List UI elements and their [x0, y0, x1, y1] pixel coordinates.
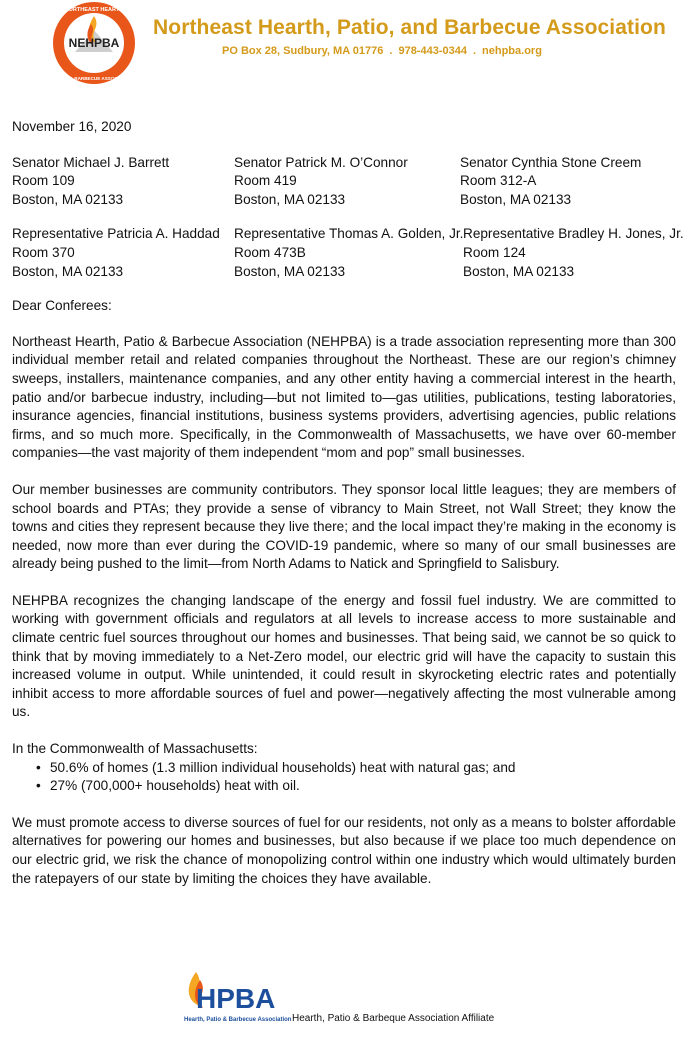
recipient-address	[234, 154, 460, 210]
phone-number[interactable]: 978-443-0344	[398, 45, 467, 57]
hpba-wordmark: HPBA	[196, 983, 276, 1014]
list-item	[12, 777, 676, 796]
list-item-text: 27% (700,000+ households) heat with oil.	[50, 778, 300, 794]
statistics-list	[12, 759, 676, 796]
recipients-row-representatives	[12, 225, 684, 281]
paragraph-closing: We must promote access to diverse sources of fuel for our residents, not only as a means to bolster affordable alternatives for powering our homes and businesses, but also because if we place too much dependence on our electric grid, we risk the chance of monopolizing control within one industry which would ultimately burden the ratepayers of our state by limiting the choices they have available.	[12, 814, 676, 886]
recipient-name: Representative Patricia A. Haddad	[12, 226, 220, 242]
salutation: Dear Conferees:	[12, 298, 112, 314]
paragraph-members: Our member businesses are community contributors. They sponsor local little leagues; they are members of school boards and PTAs; they provide a sense of vibrancy to Main Street, not Wall Street; they know the towns and cities they represent because they live there; and the local impact they’re making in the economy is needed, now more than ever during the COVID-19 pandemic, where so many of our small businesses are already being pushed to the limit—from North Adams to Natick and Springfield to Salisbury.	[12, 481, 676, 572]
footer	[182, 966, 602, 1026]
recipient-city: Boston, MA 02133	[12, 263, 124, 279]
recipient-city: Boston, MA 02133	[463, 263, 575, 279]
separator: .	[389, 45, 393, 57]
recipient-address	[12, 154, 234, 210]
list-item	[12, 759, 676, 778]
recipient-address	[463, 225, 684, 281]
recipient-city: Boston, MA 02133	[12, 191, 124, 207]
letter-body	[12, 118, 684, 906]
letter-date: November 16, 2020	[12, 119, 132, 134]
affiliate-text: Hearth, Patio & Barbeque Association Affiliate	[292, 1013, 495, 1024]
nehpba-logo	[47, 0, 141, 86]
recipient-name: Senator Cynthia Stone Creem	[460, 154, 642, 170]
org-name: Northeast Hearth, Patio, and Barbecue Association	[153, 16, 666, 39]
recipients-row-senators	[12, 154, 676, 210]
list-item-text: 50.6% of homes (1.3 million individual households) heat with natural gas; and	[50, 759, 516, 775]
bullet-icon: •	[36, 778, 41, 794]
recipient-room: Room 312-A	[460, 173, 537, 189]
hpba-logo-subtext: Hearth, Patio & Barbecue Association	[184, 1017, 292, 1023]
paragraph-intro: Northeast Hearth, Patio & Barbecue Association (NEHPBA) is a trade association representing more than 300 individual member retail and related companies throughout the Northeast. These are our region’s chimney sweeps, installers, maintenance companies, and any other entity having a commercial interest in the hearth, patio and/or barbecue industry, including—but not limited to—gas utilities, publications, testing laboratories, insurance agencies, financial institutions, business systems providers, advertising agencies, public relations firms, and so much more. Specifically, in the Commonwealth of Massachusetts, we have over 60-member companies—the vast majority of them independent “mom and pop” small businesses.	[12, 333, 676, 461]
recipient-address	[234, 225, 463, 281]
recipient-room: Room 419	[234, 173, 297, 189]
paragraph-energy: NEHPBA recognizes the changing landscape of the energy and fossil fuel industry. We are committed to working with government officials and regulators at all levels to increase access to more sustainable and climate centric fuel sources throughout our homes and businesses. That being said, we cannot be so quick to think that by moving immediately to a Net-Zero model, our electric grid will have the capacity to sustain this increased volume in output. While unintended, it could result in skyrocketing electric rates and potentially inhibit access to more affordable sources of fuel and power—negatively affecting the most vulnerable among us.	[12, 592, 676, 720]
recipient-room: Room 124	[463, 244, 526, 260]
logo-ring-top: NORTHEAST HEARTH	[64, 7, 124, 13]
recipient-city: Boston, MA 02133	[460, 191, 572, 207]
logo-ring-bottom: PATIO & BARBECUE ASSOCIATION	[55, 76, 133, 81]
letterhead	[0, 0, 700, 90]
recipient-name: Senator Michael J. Barrett	[12, 154, 170, 170]
website-link[interactable]: nehpba.org	[482, 45, 542, 57]
separator: .	[472, 45, 477, 57]
recipient-room: Room 109	[12, 173, 75, 189]
recipient-name: Senator Patrick M. O’Connor	[234, 154, 408, 170]
bullet-icon: •	[36, 759, 41, 775]
recipient-name: Representative Thomas A. Golden, Jr.	[234, 226, 464, 242]
hpba-logo	[182, 966, 294, 1024]
recipient-address	[12, 225, 234, 281]
recipient-city: Boston, MA 02133	[234, 191, 346, 207]
logo-wordmark: NEHPBA	[68, 36, 120, 50]
org-contact-line	[222, 45, 542, 57]
list-intro: In the Commonwealth of Massachusetts:	[12, 741, 258, 757]
recipient-name: Representative Bradley H. Jones, Jr.	[463, 226, 684, 242]
po-box: PO Box 28, Sudbury, MA 01776	[222, 45, 384, 57]
recipient-room: Room 370	[12, 244, 75, 260]
recipient-room: Room 473B	[234, 244, 306, 260]
recipient-city: Boston, MA 02133	[234, 263, 346, 279]
recipient-address	[460, 154, 676, 210]
